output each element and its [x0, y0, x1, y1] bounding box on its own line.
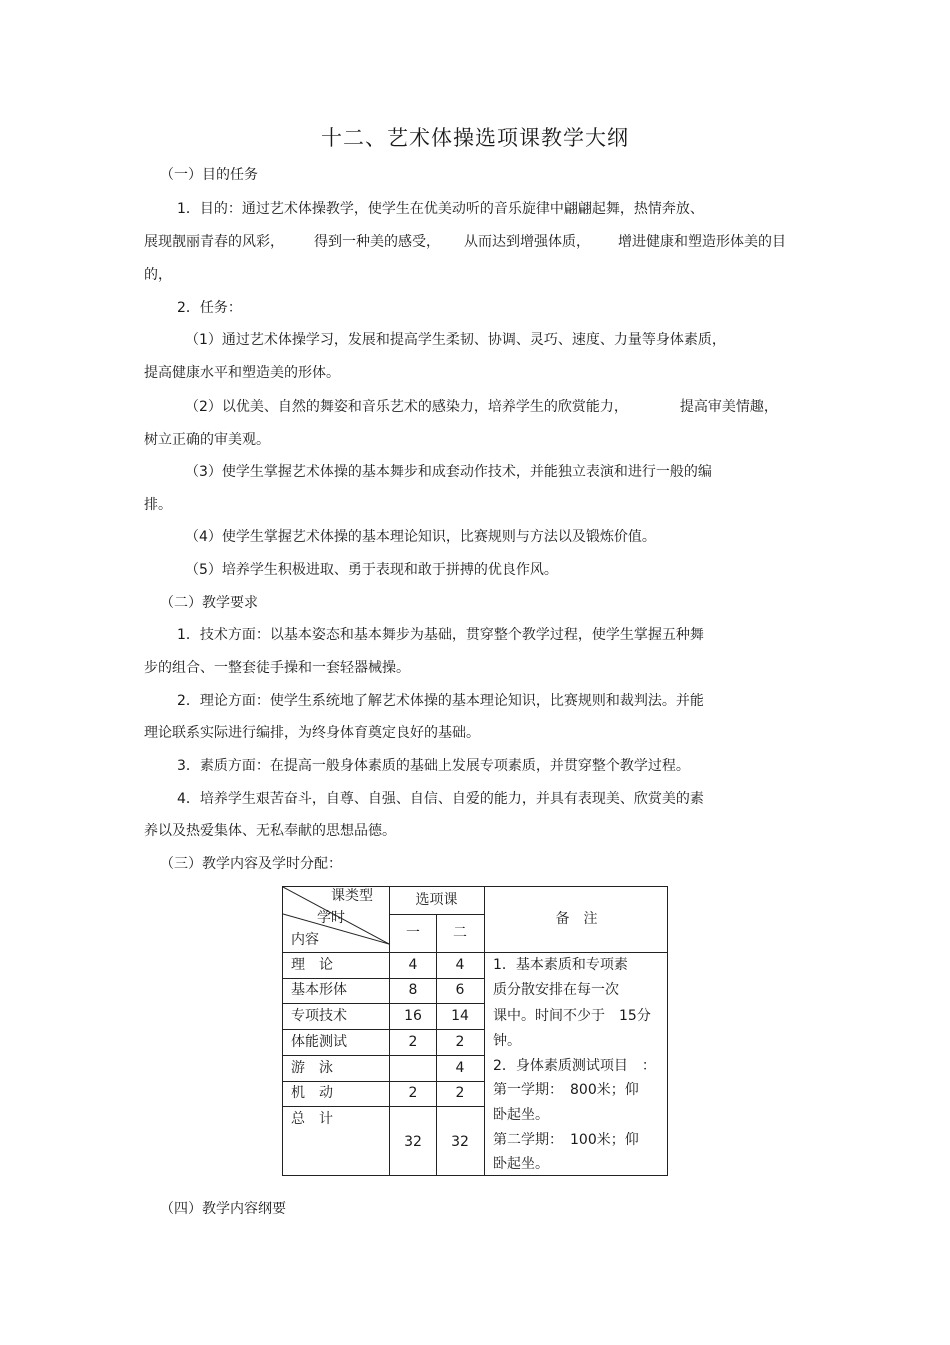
task3-line2: 排。: [144, 497, 172, 513]
schedule-table: [282, 886, 668, 1176]
row-term2: 4: [455, 957, 465, 973]
task-heading: 2．任务：: [177, 300, 242, 316]
task2-line2: 树立正确的审美观。: [144, 432, 270, 448]
row-total-term2: 32: [451, 1134, 469, 1150]
task5: （5）培养学生积极进取、勇于表现和敢于拼搏的优良作风。: [185, 562, 558, 578]
req4-line2: 养以及热爱集体、无私奉献的思想品德。: [144, 823, 396, 839]
goal-line2-part-c: 从而达到增强体质，: [464, 234, 590, 250]
goal-line2-part-d: 增进健康和塑造形体美的目: [618, 234, 786, 250]
task1-line1: （1）通过艺术体操学习，发展和提高学生柔韧、协调、灵巧、速度、力量等身体素质，: [185, 332, 726, 348]
goal-line2-part-b: 得到一种美的感受，: [314, 234, 440, 250]
row-term2: 2: [455, 1034, 465, 1050]
remark-line: 课中。时间不少于 15分: [493, 1008, 651, 1024]
task4: （4）使学生掌握艺术体操的基本理论知识，比赛规则与方法以及锻炼价值。: [185, 529, 656, 545]
col-header-2: 二: [453, 925, 467, 941]
row-term1: 8: [408, 982, 418, 998]
row-term2: 2: [455, 1085, 465, 1101]
goal-paragraph-line1: 1．目的：通过艺术体操教学，使学生在优美动听的音乐旋律中翩翩起舞，热情奔放、: [177, 201, 704, 217]
task1-line2: 提高健康水平和塑造美的形体。: [144, 365, 340, 381]
req1-line1: 1．技术方面：以基本姿态和基本舞步为基础，贯穿整个教学过程，使学生掌握五种舞: [177, 627, 704, 643]
diag-header-content: 内容: [291, 932, 319, 948]
req2-line1: 2．理论方面：使学生系统地了解艺术体操的基本理论知识，比赛规则和裁判法。并能: [177, 693, 704, 709]
remark-line: 卧起坐。: [493, 1156, 549, 1172]
req1-line2: 步的组合、一整套徒手操和一套轻器械操。: [144, 660, 410, 676]
row-term2: 14: [451, 1008, 469, 1024]
diag-header-type: 课类型: [331, 888, 373, 904]
remark-line: 卧起坐。: [493, 1107, 549, 1123]
row-term2: 4: [455, 1060, 465, 1076]
task2-line1: [185, 398, 778, 416]
remark-header: 备 注: [555, 911, 598, 927]
task2-line1-part-a: （2）以优美、自然的舞姿和音乐艺术的感染力，培养学生的欣赏能力，: [185, 399, 628, 415]
remark-line: 1．基本素质和专项素: [493, 957, 628, 973]
req2-line2: 理论联系实际进行编排，为终身体育奠定良好的基础。: [144, 725, 480, 741]
req3: 3．素质方面：在提高一般身体素质的基础上发展专项素质，并贯穿整个教学过程。: [177, 758, 690, 774]
remark-line: 第一学期： 800米；仰: [493, 1082, 639, 1098]
col-header-1: 一: [406, 925, 420, 941]
row-name: 基本形体: [291, 982, 347, 998]
section-heading-schedule: （三）教学内容及学时分配：: [160, 856, 342, 872]
remark-line: 质分散安排在每一次: [493, 982, 619, 998]
elective-header: 选项课: [415, 892, 458, 908]
row-name-total: 总 计: [291, 1111, 333, 1127]
section-heading-outline: （四）教学内容纲要: [160, 1201, 286, 1217]
row-term1: 4: [408, 957, 418, 973]
row-term1: 2: [408, 1085, 418, 1101]
task3-line1: （3）使学生掌握艺术体操的基本舞步和成套动作技术，并能独立表演和进行一般的编: [185, 464, 712, 480]
page-title: 十二、艺术体操选项课教学大纲: [321, 126, 629, 150]
remark-line: 钟。: [493, 1033, 521, 1049]
req4-line1: 4．培养学生艰苦奋斗，自尊、自强、自信、自爱的能力，并具有表现美、欣赏美的素: [177, 791, 704, 807]
goal-line2-part-a: 展现靓丽青春的风彩，: [144, 234, 284, 250]
task2-line1-part-b: 提高审美情趣，: [679, 399, 778, 415]
row-total-term1: 32: [404, 1134, 422, 1150]
section-heading-goals: （一）目的任务: [160, 167, 258, 183]
row-term1: 16: [404, 1008, 422, 1024]
goal-paragraph-line3: 的，: [144, 267, 172, 283]
remark-line: 2．身体素质测试项目 ：: [493, 1058, 656, 1074]
row-term2: 6: [455, 982, 465, 998]
row-name: 专项技术: [291, 1008, 347, 1024]
section-heading-requirements: （二）教学要求: [160, 595, 258, 611]
row-name: 机 动: [291, 1085, 333, 1101]
row-name: 游 泳: [291, 1060, 333, 1076]
goal-paragraph-line2: [144, 233, 786, 251]
diag-header-hours: 学时: [317, 910, 345, 926]
row-name: 理 论: [291, 957, 333, 973]
row-term1: 2: [408, 1034, 418, 1050]
remark-line: 第二学期： 100米；仰: [493, 1132, 639, 1148]
row-name: 体能测试: [291, 1034, 347, 1050]
